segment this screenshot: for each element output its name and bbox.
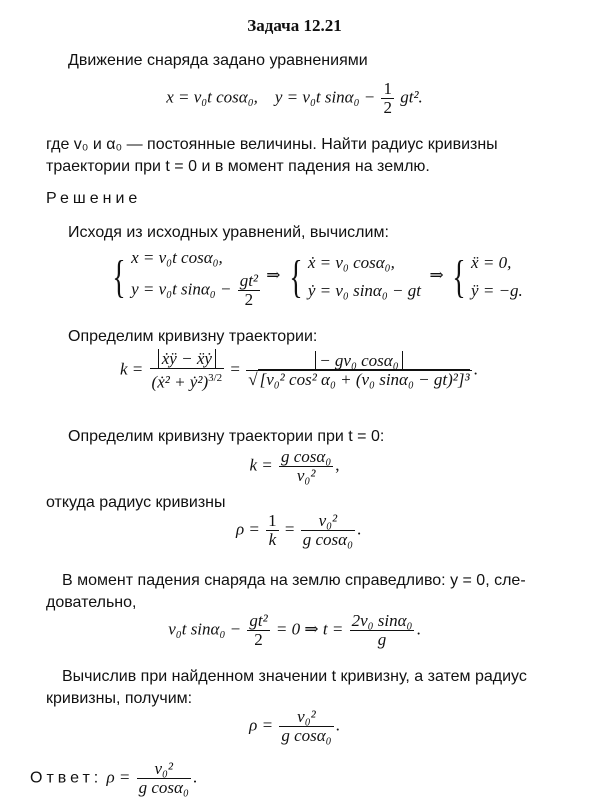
abs-value: − gv₀ cosα₀ [315, 351, 402, 370]
period: . [416, 619, 421, 639]
formula-left: v₀t sinα₀ − [168, 619, 242, 639]
curvature-fraction-1 [150, 350, 225, 392]
fraction-numerator: v₀² [154, 759, 174, 778]
fraction-numerator: gt² [239, 271, 259, 290]
system-line: ẏ = v₀ sinα₀ − gt [307, 280, 421, 300]
formula-lhs: k = [249, 455, 273, 475]
fraction-numerator: 1 [383, 79, 392, 98]
problem-statement-line: Движение снаряда задано уравнениями [68, 52, 368, 69]
fraction-numerator: v₀² [318, 511, 338, 530]
equation-y-right: gt². [400, 87, 423, 107]
comma: , [335, 455, 340, 475]
equation-x: x = v₀t cosα₀, [166, 87, 258, 107]
fraction-k0 [279, 448, 333, 485]
system-line [131, 272, 262, 309]
system-2 [285, 249, 421, 305]
period: . [356, 519, 362, 539]
formula-lhs: ρ = [106, 767, 131, 787]
system-3 [448, 249, 523, 305]
implies-arrow: ⇒ [429, 265, 444, 285]
radius-text: откуда радиус кривизны [46, 494, 226, 511]
fraction-numerator [246, 352, 471, 370]
fraction-denominator: 2 [383, 98, 392, 117]
fall-text-line: довательно, [46, 594, 137, 611]
equals-sign: = [284, 519, 295, 539]
system-line: x = v₀t cosα₀, [131, 248, 223, 267]
curvature-fraction-2 [246, 352, 471, 389]
fraction-answer [137, 760, 191, 797]
fraction-denominator: k [266, 530, 279, 549]
radius-formula [236, 512, 361, 549]
system-line: ẍ = 0, [471, 252, 512, 272]
solution-intro: Исходя из исходных уравнений, вычислим: [68, 224, 389, 241]
equals-sign: = [230, 359, 241, 379]
denominator-exponent: 3/2 [208, 372, 223, 384]
fraction-numerator [150, 350, 225, 368]
equation-y-left: y = v₀t sinα₀ − [274, 87, 376, 107]
fraction-denominator: v₀² [279, 466, 333, 485]
fraction-t [350, 612, 415, 649]
fraction-one-over-k [266, 512, 279, 549]
fraction-denominator: g [350, 630, 415, 649]
problem-statement-line: траектории при t = 0 и в момент падения на землю. [46, 158, 430, 175]
fraction-denominator: √ [v₀² cos² α₀ + (v₀ sinα₀ − gt)²]³ [248, 370, 470, 390]
curvature-t0-text: Определим кривизну траектории при t = 0: [68, 428, 385, 445]
left-brace: { [452, 250, 466, 302]
formula-lhs: ρ = [249, 715, 274, 735]
radius-final-formula [0, 708, 589, 745]
system-line-left: y = v₀t sinα₀ − [131, 279, 232, 299]
fraction-numerator: 2v₀ sinα₀ [351, 611, 413, 630]
fall-text-line: В момент падения снаряда на землю справедливо: y = 0, сле- [62, 572, 526, 589]
curvature-formula [120, 350, 478, 392]
denominator-base: (ẋ² + ẏ²) [151, 372, 209, 392]
fraction-numerator: v₀² [297, 707, 316, 726]
calc-text-line: Вычислив при найденном значении t кривизну, а затем радиус [62, 668, 527, 685]
fraction-denominator [150, 368, 225, 392]
fraction-gt2 [247, 612, 269, 649]
implies-arrow: ⇒ [266, 265, 281, 285]
answer-label: Ответ: [30, 769, 103, 787]
fraction-half [381, 80, 394, 117]
solution-heading: Решение [46, 190, 142, 207]
fraction-numerator: 1 [268, 511, 277, 530]
curvature-t0-formula [0, 448, 589, 485]
period: . [473, 359, 478, 379]
abs-value: ẋÿ − ẍẏ [158, 349, 216, 368]
problem-statement-line: где v₀ и α₀ — постоянные величины. Найти радиус кривизны [46, 136, 498, 153]
fraction-denominator: 2 [238, 290, 260, 309]
square-root-content: [v₀² cos² α₀ + (v₀ sinα₀ − gt)²]³ [259, 370, 470, 390]
fraction-numerator: gt² [249, 611, 268, 630]
answer [30, 760, 197, 797]
fraction-rho [301, 512, 355, 549]
calc-text-line: кривизны, получим: [46, 690, 193, 707]
fall-time-formula [0, 612, 589, 649]
fraction-denominator: g cosα₀ [302, 530, 353, 549]
fraction-rho [279, 708, 333, 745]
fraction-denominator: 2 [247, 630, 269, 649]
system-1 [108, 244, 262, 309]
curvature-text: Определим кривизну траектории: [68, 328, 318, 345]
period: . [192, 767, 198, 787]
left-brace: { [289, 250, 303, 302]
formula-lhs: ρ = [236, 519, 260, 539]
fraction-denominator: g cosα₀ [281, 726, 332, 745]
derivatives-system [108, 244, 523, 309]
fraction-numerator: g cosα₀ [281, 447, 332, 466]
left-brace: { [112, 250, 126, 302]
page-title: Задача 12.21 [247, 16, 342, 35]
system-line: ẋ = v₀ cosα₀, [307, 252, 395, 272]
system-line: ÿ = −g. [471, 280, 523, 300]
period: . [335, 715, 340, 735]
formula-middle: = 0 ⇒ t = [275, 619, 344, 639]
fraction-denominator: g cosα₀ [138, 778, 189, 797]
fraction-gt2 [238, 272, 260, 309]
motion-equations [0, 80, 589, 117]
formula-lhs: k = [120, 359, 144, 379]
